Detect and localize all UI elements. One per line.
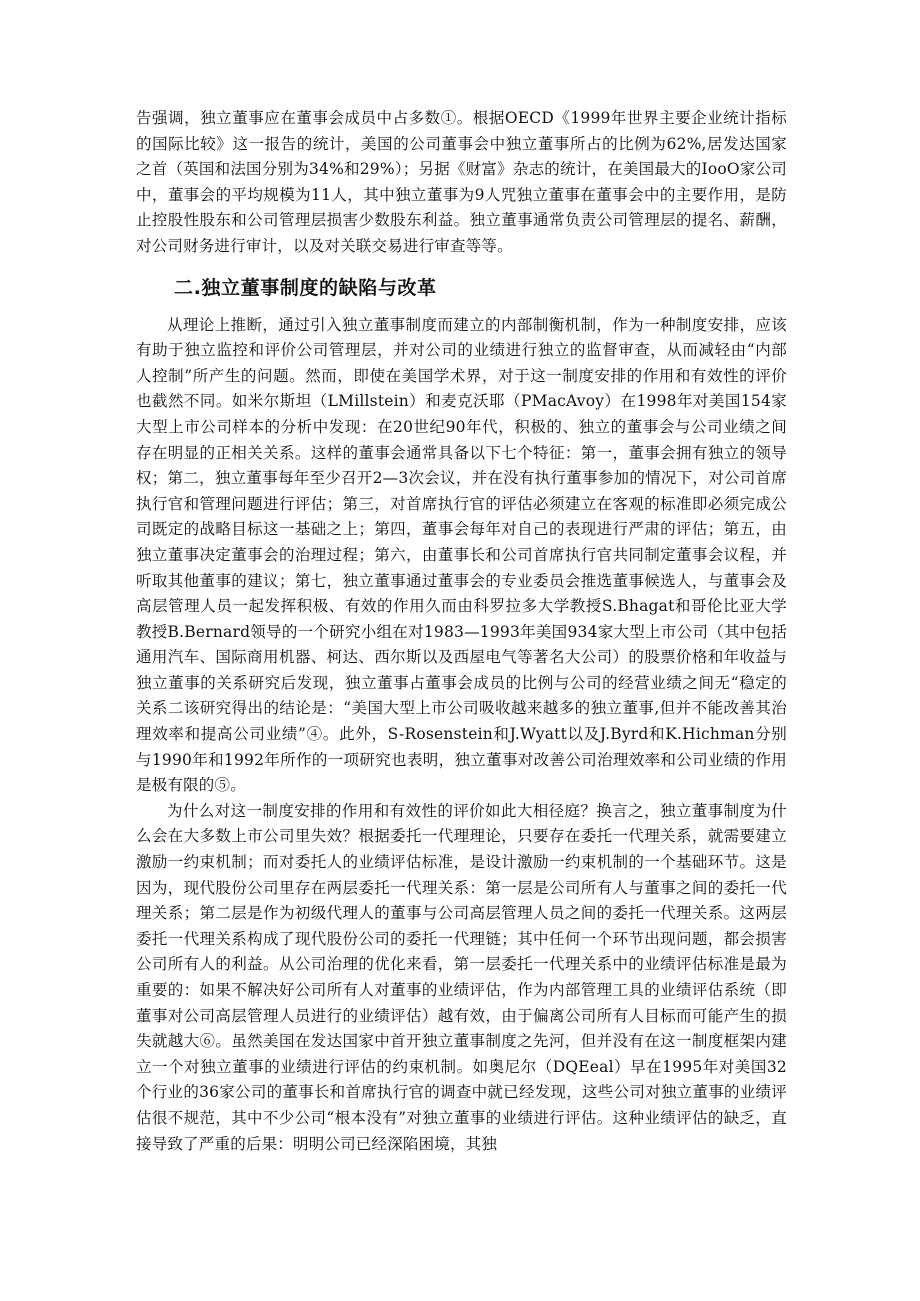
document-body: [136, 106, 787, 1157]
paragraph-evaluation: 为什么对这一制度安排的作用和有效性的评价如此大相径庭？换言之，独立董事制度为什么会在大多数上市公司里失效？根据委托一代理理论，只要存在委托一代理关系，就需要建立激励一约束机制；而对委托人的业绩评估标准，是设计激励一约束机制的一个基础环节。这是因为，现代股份公司里存在两层委托一代理关系：第一层是公司所有人与董事之间的委托一代理关系；第二层是作为初级代理人的董事与公司高层管理人员之间的委托一代理关系。这两层委托一代理关系构成了现代股份公司的委托一代理链；其中任何一个环节出现问题，都会损害公司所有人的利益。从公司治理的优化来看，第一层委托一代理关系中的业绩评估标准是最为重要的：如果不解决好公司所有人对董事的业绩评估，作为内部管理工具的业绩评估系统（即董事对公司高层管理人员进行的业绩评估）越有效，由于偏离公司所有人目标而可能产生的损失就越大⑥。虽然美国在发达国家中首开独立董事制度之先河，但并没有在这一制度框架内建立一个对独立董事的业绩进行评估的约束机制。如奥尼尔（DQEeal）早在1995年对美国32个行业的36家公司的董事长和首席执行官的调查中就已经发现，这些公司对独立董事的业绩评估很不规范，其中不少公司“根本没有”对独立董事的业绩进行评估。这种业绩评估的缺乏，直接导致了严重的后果：明明公司已经深陷困境，其独: [136, 801, 787, 1153]
paragraph-continued: 告强调，独立董事应在董事会成员中占多数①。根据OECD《1999年世界主要企业统计指标的国际比较》这一报告的统计，美国的公司董事会中独立董事所占的比例为62%,居发达国家之首（英国和法国分别为34%和29%）；另据《财富》杂志的统计，在美国最大的IooO家公司中，董事会的平均规模为11人，其中独立董事为9人咒独立董事在董事会中的主要作用，是防止控股性股东和公司管理层损害少数股东利益。独立董事通常负责公司管理层的提名、薪酬，对公司财务进行审计，以及对关联交易进行审查等等。: [136, 109, 787, 255]
paragraph-theory: 从理论上推断，通过引入独立董事制度而建立的内部制衡机制，作为一种制度安排，应该有助于独立监控和评价公司管理层，并对公司的业绩进行独立的监督审查，从而减轻由“内部人控制”所产生的问题。然而，即使在美国学术界，对于这一制度安排的作用和有效性的评价也截然不同。如米尔斯坦（LMillstein）和麦克沃耶（PMacAvoy）在1998年对美国154家大型上市公司样本的分析中发现：在20世纪90年代，积极的、独立的董事会与公司业绩之间存在明显的正相关关系。这样的董事会通常具备以下七个特征：第一，董事会拥有独立的领导权；第二，独立董事每年至少召开2—3次会议，并在没有执行董事参加的情况下，对公司首席执行官和管理问题进行评估；第三，对首席执行官的评估必须建立在客观的标准即必须完成公司既定的战略目标这一基础之上；第四，董事会每年对自己的表现进行严肃的评估；第五，由独立董事决定董事会的治理过程；第六，由董事长和公司首席执行官共同制定董事会议程，并听取其他董事的建议；第七，独立董事通过董事会的专业委员会推选董事候选人，与董事会及高层管理人员一起发挥积极、有效的作用久而由科罗拉多大学教授S.Bhagat和哥伦比亚大学教授B.Bernard领导的一个研究小组在对1983—1993年美国934家大型上市公司（其中包括通用汽车、国际商用机器、柯达、西尔斯以及西屋电气等著名大公司）的股票价格和年收益与独立董事的关系研究后发现，独立董事占董事会成员的比例与公司的经营业绩之间无“稳定的关系二该研究得出的结论是：“美国大型上市公司吸收越来越多的独立董事,但并不能改善其治理效率和提高公司业绩”④。此外，S-Rosenstein和J.Wyatt以及J.Byrd和K.Hichman分别与1990年和1992年所作的一项研究也表明，独立董事对改善公司治理效率和公司业绩的作用是极有限的⑤。: [136, 315, 787, 795]
section-heading: 二.独立董事制度的缺陷与改革: [174, 276, 437, 299]
